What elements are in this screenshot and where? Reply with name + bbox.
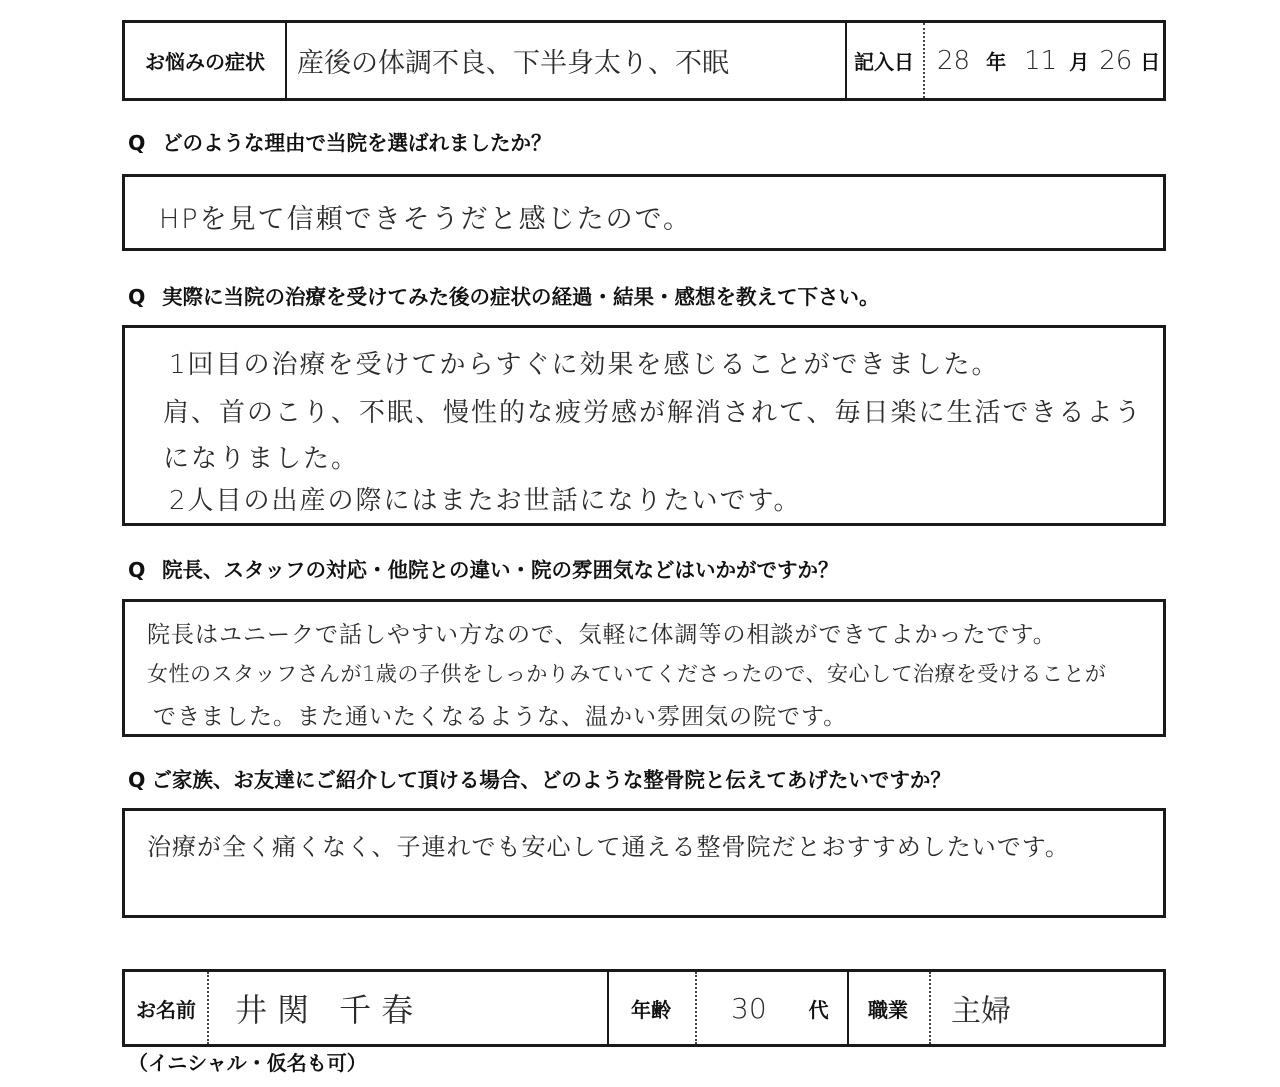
header-row: [122, 20, 1166, 101]
year-unit: 年: [986, 50, 1007, 74]
age-unit: 代: [808, 997, 829, 1022]
question-1-text: どのような理由で当院を選ばれましたか？: [162, 131, 552, 155]
date-month: 11: [1024, 45, 1058, 76]
date-year: 28: [937, 45, 971, 76]
job-value: 主婦: [951, 994, 1011, 1029]
month-unit: 月: [1069, 50, 1090, 74]
question-4-prefix: Q: [128, 768, 146, 792]
answer-2-line-4: 2人目の出産の際にはまたお世話になりたいです。: [169, 486, 802, 516]
question-3-text: 院長、スタッフの対応・他院との違い・院の雰囲気などはいかがですか？: [162, 558, 839, 582]
name-label-cell: [125, 972, 207, 1044]
question-4-text: ご家族、お友達にご紹介して頂ける場合、どのような整骨院と伝えてあげたいですか？: [151, 768, 951, 792]
job-value-cell: [951, 972, 1151, 1044]
date-day: 26: [1099, 45, 1133, 76]
question-2-prefix: Q: [128, 285, 146, 309]
day-unit: 日: [1140, 50, 1161, 74]
answer-4-box: [122, 808, 1166, 918]
date-value-cell: [937, 23, 1167, 98]
question-3: [128, 553, 839, 583]
name-value: 井関 千春: [235, 991, 424, 1029]
question-4: [128, 763, 951, 793]
answer-2-line-3: になりました。: [163, 444, 360, 474]
answer-3-box: [122, 599, 1166, 737]
answer-2-box: [122, 325, 1166, 526]
answer-2-line-1: 1回目の治療を受けてからすぐに効果を感じることができました。: [169, 350, 1000, 380]
question-2: [128, 280, 880, 310]
answer-1-box: [122, 174, 1166, 251]
question-2-text: 実際に当院の治療を受けてみた後の症状の経過・結果・感想を教えて下さい。: [162, 285, 880, 309]
job-label: 職業: [868, 997, 908, 1022]
symptom-value: 産後の体調不良、下半身太り、不眠: [297, 48, 729, 79]
answer-3-line-2: 女性のスタッフさんが1歳の子供をしっかりみていてくださったので、安心して治療を受けることが: [147, 662, 1107, 686]
name-label: お名前: [136, 997, 196, 1022]
answer-3-line-3: できました。また通いたくなるような、温かい雰囲気の院です。: [153, 704, 848, 730]
symptom-label-cell: [125, 23, 285, 98]
answer-4-line-1: 治療が全く痛くなく、子連れでも安心して通える整骨院だとおすすめしたいです。: [147, 833, 1070, 861]
age-value: 30: [731, 991, 767, 1025]
question-1: [128, 126, 552, 156]
age-value-cell: [731, 972, 841, 1044]
date-label-cell: [845, 23, 923, 98]
job-label-cell: [847, 972, 929, 1044]
date-label: 記入日: [854, 50, 914, 74]
symptom-value-cell: [297, 23, 837, 98]
question-1-prefix: Q: [128, 131, 146, 155]
age-label-cell: [607, 972, 695, 1044]
answer-3-line-1: 院長はユニークで話しやすい方なので、気軽に体調等の相談ができてよかったです。: [147, 622, 1057, 648]
name-note: （イニシャル・仮名も可）: [128, 1051, 367, 1075]
footer-row: [122, 969, 1166, 1047]
question-3-prefix: Q: [128, 558, 146, 582]
name-value-cell: [235, 972, 595, 1044]
symptom-label: お悩みの症状: [145, 50, 265, 74]
answer-1-line-1: HPを見て信頼できそうだと感じたので。: [159, 204, 693, 235]
age-label: 年齢: [631, 997, 671, 1022]
answer-2-line-2: 肩、首のこり、不眠、慢性的な疲労感が解消されて、毎日楽に生活できるよう: [163, 398, 1143, 428]
